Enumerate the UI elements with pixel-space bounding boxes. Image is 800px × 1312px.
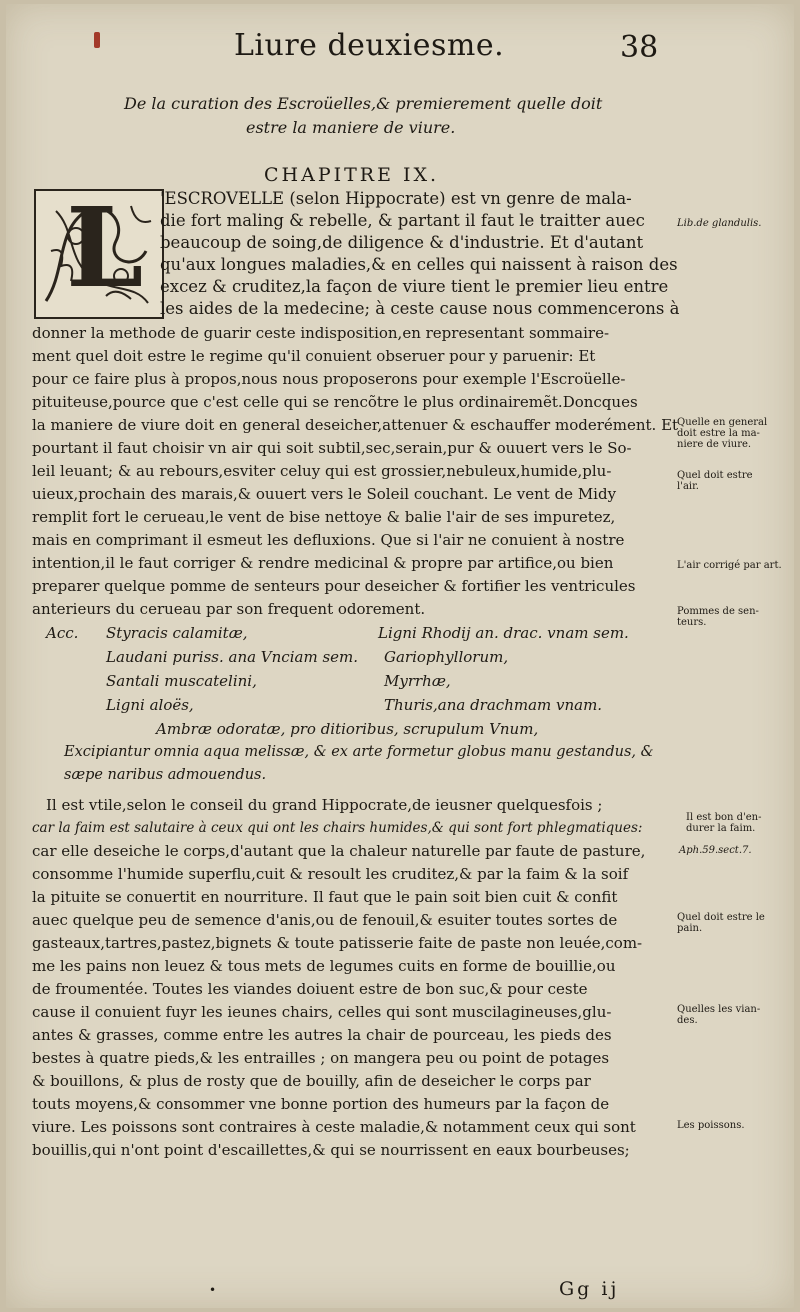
recipe-ingredient: Gariophyllorum,: [384, 648, 509, 666]
body-line: gasteaux,tartres,pastez,bignets & toute patisserie faite de paste non leuée,com-: [32, 934, 643, 952]
decorated-initial: [34, 183, 164, 319]
body-line: pituiteuse,pource que c'est celle qui se rencõtre le plus ordinairemẽt.Doncques: [32, 393, 638, 411]
body-line: bouillis,qui n'ont point d'escaillettes,& qui se nourrissent en eaux bourbeuses;: [32, 1141, 630, 1159]
body-line: uieux,prochain des marais,& ouuert vers le Soleil couchant. Le vent de Midy: [32, 485, 617, 503]
recipe-ingredient: Santali muscatelini,: [106, 672, 257, 690]
recipe-ingredient: Laudani puriss. ana Vnciam sem.: [106, 648, 359, 666]
body-line: la pituite se conuertit en nourriture. Il faut que le pain soit bien cuit & confit: [32, 888, 618, 906]
body-line: touts moyens,& consommer vne bonne portion des humeurs par la façon de: [32, 1095, 610, 1113]
body-line: les aides de la medecine; à ceste cause nous commencerons à: [160, 299, 680, 318]
recipe-ingredient: Ligni aloës,: [106, 696, 194, 714]
body-line: & bouillons, & plus de rosty que de bouilly, afin de deseicher le corps par: [32, 1072, 591, 1090]
body-line: pourtant il faut choisir vn air qui soit subtil,sec,serain,pur & ouuert vers le So-: [32, 439, 632, 457]
recipe-ingredient: Myrrhæ,: [384, 672, 451, 690]
body-line: pour ce faire plus à propos,nous nous proposerons pour exemple l'Escroüelle-: [32, 370, 626, 388]
body-line: donner la methode de guarir ceste indisposition,en representant sommaire-: [32, 324, 610, 342]
body-line: anterieurs du cerueau par son frequent odorement.: [32, 600, 426, 618]
body-line: preparer quelque pomme de senteurs pour deseicher & fortifier les ventricules: [32, 577, 636, 595]
body-line: die fort maling & rebelle, & partant il faut le traitter auec: [160, 211, 645, 230]
margin-note: Aph.59.sect.7.: [679, 845, 752, 856]
margin-note: Quel doit estre le pain.: [677, 912, 765, 934]
body-line: excez & cruditez,la façon de viure tient le premier lieu entre: [160, 277, 669, 296]
margin-note: Lib.de glandulis.: [677, 218, 762, 229]
body-line: beaucoup de soing,de diligence & d'industrie. Et d'autant: [160, 233, 644, 252]
recipe-ambra-line: Ambræ odoratæ, pro ditioribus, scrupulum Vnum,: [156, 720, 539, 738]
body-line: remplit fort le cerueau,le vent de bise nettoye & balie l'air de ses impuretez,: [32, 508, 616, 526]
body-line: la maniere de viure doit en general deseicher,attenuer & eschauffer moderément. Et: [32, 416, 679, 434]
margin-note: Quel doit estre l'air.: [677, 470, 753, 492]
body-line: leil leuant; & au rebours,esviter celuy qui est grossier,nebuleux,humide,plu-: [32, 462, 612, 480]
book-page: [6, 4, 794, 1308]
body-line: cause il conuient fuyr les ieunes chairs, celles qui sont muscilagineuses,glu-: [32, 1003, 612, 1021]
body-line: viure. Les poissons sont contraires à ceste maladie,& notamment ceux qui sont: [32, 1118, 636, 1136]
body-line: car elle deseiche le corps,d'autant que la chaleur naturelle par faute de pasture,: [32, 842, 646, 860]
recipe-excipiantur-line: Excipiantur omnia aqua melissæ, & ex arte formetur globus manu gestandus, &: [64, 744, 654, 760]
running-head-title: Liure deuxiesme.: [234, 28, 505, 63]
body-line: qu'aux longues maladies,& en celles qui naissent à raison des: [160, 255, 678, 274]
body-line: mais en comprimant il esmeut les defluxions. Que si l'air ne conuient à nostre: [32, 531, 625, 549]
margin-note: Il est bon d'en- durer la faim.: [686, 812, 762, 834]
section-heading-line-2: estre la maniere de viure.: [246, 118, 456, 137]
margin-note: Quelle en general doit estre la ma- niere de viure.: [677, 417, 768, 450]
body-line: bestes à quatre pieds,& les entrailles ; on mangera peu ou point de potages: [32, 1049, 610, 1067]
margin-note: Quelles les vian- des.: [677, 1004, 761, 1026]
red-ink-mark: [94, 32, 100, 48]
body-line: intention,il le faut corriger & rendre medicinal & propre par artifice,ou bien: [32, 554, 614, 572]
initial-letter: L: [66, 183, 144, 312]
body-line: de froumentée. Toutes les viandes doiuent estre de bon suc,& pour ceste: [32, 980, 588, 998]
recipe-ingredient: Ligni Rhodij an. drac. vnam sem.: [378, 624, 629, 642]
body-line: Il est vtile,selon le conseil du grand Hippocrate,de ieusner quelquesfois ;: [46, 796, 603, 814]
recipe-excipiantur-line: sæpe naribus admouendus.: [64, 767, 267, 783]
recipe-ingredient: Styracis calamitæ,: [106, 624, 248, 642]
body-line: consomme l'humide superflu,cuit & resoult les cruditez,& par la faim & la soif: [32, 865, 629, 883]
body-line: ment quel doit estre le regime qu'il conuient obseruer pour y paruenir: Et: [32, 347, 596, 365]
body-line: antes & grasses, comme entre les autres la chair de pourceau, les pieds des: [32, 1026, 612, 1044]
recipe-ingredient: Thuris,ana drachmam vnam.: [384, 696, 603, 714]
recipe-acc-label: Acc.: [46, 624, 79, 642]
page-number: 38: [620, 30, 659, 65]
body-line: 'ESCROVELLE (selon Hippocrate) est vn genre de mala-: [160, 189, 632, 208]
chapter-title: CHAPITRE IX.: [264, 164, 440, 186]
margin-note: Pommes de sen- teurs.: [677, 606, 759, 628]
margin-note: L'air corrigé par art.: [677, 560, 782, 571]
body-line: car la faim est salutaire à ceux qui ont les chairs humides,& qui sont fort phlegmatiques:: [32, 820, 643, 836]
margin-note: Les poissons.: [677, 1120, 745, 1131]
body-line: me les pains non leuez & tous mets de legumes cuits en forme de bouillie,ou: [32, 957, 616, 975]
body-line: auec quelque peu de semence d'anis,ou de fenouil,& esuiter toutes sortes de: [32, 911, 618, 929]
signature-mark: Gg ij: [559, 1278, 620, 1300]
section-heading-line-1: De la curation des Escroüelles,& premierement quelle doit: [124, 94, 603, 113]
footer-dot: •: [209, 1283, 217, 1297]
